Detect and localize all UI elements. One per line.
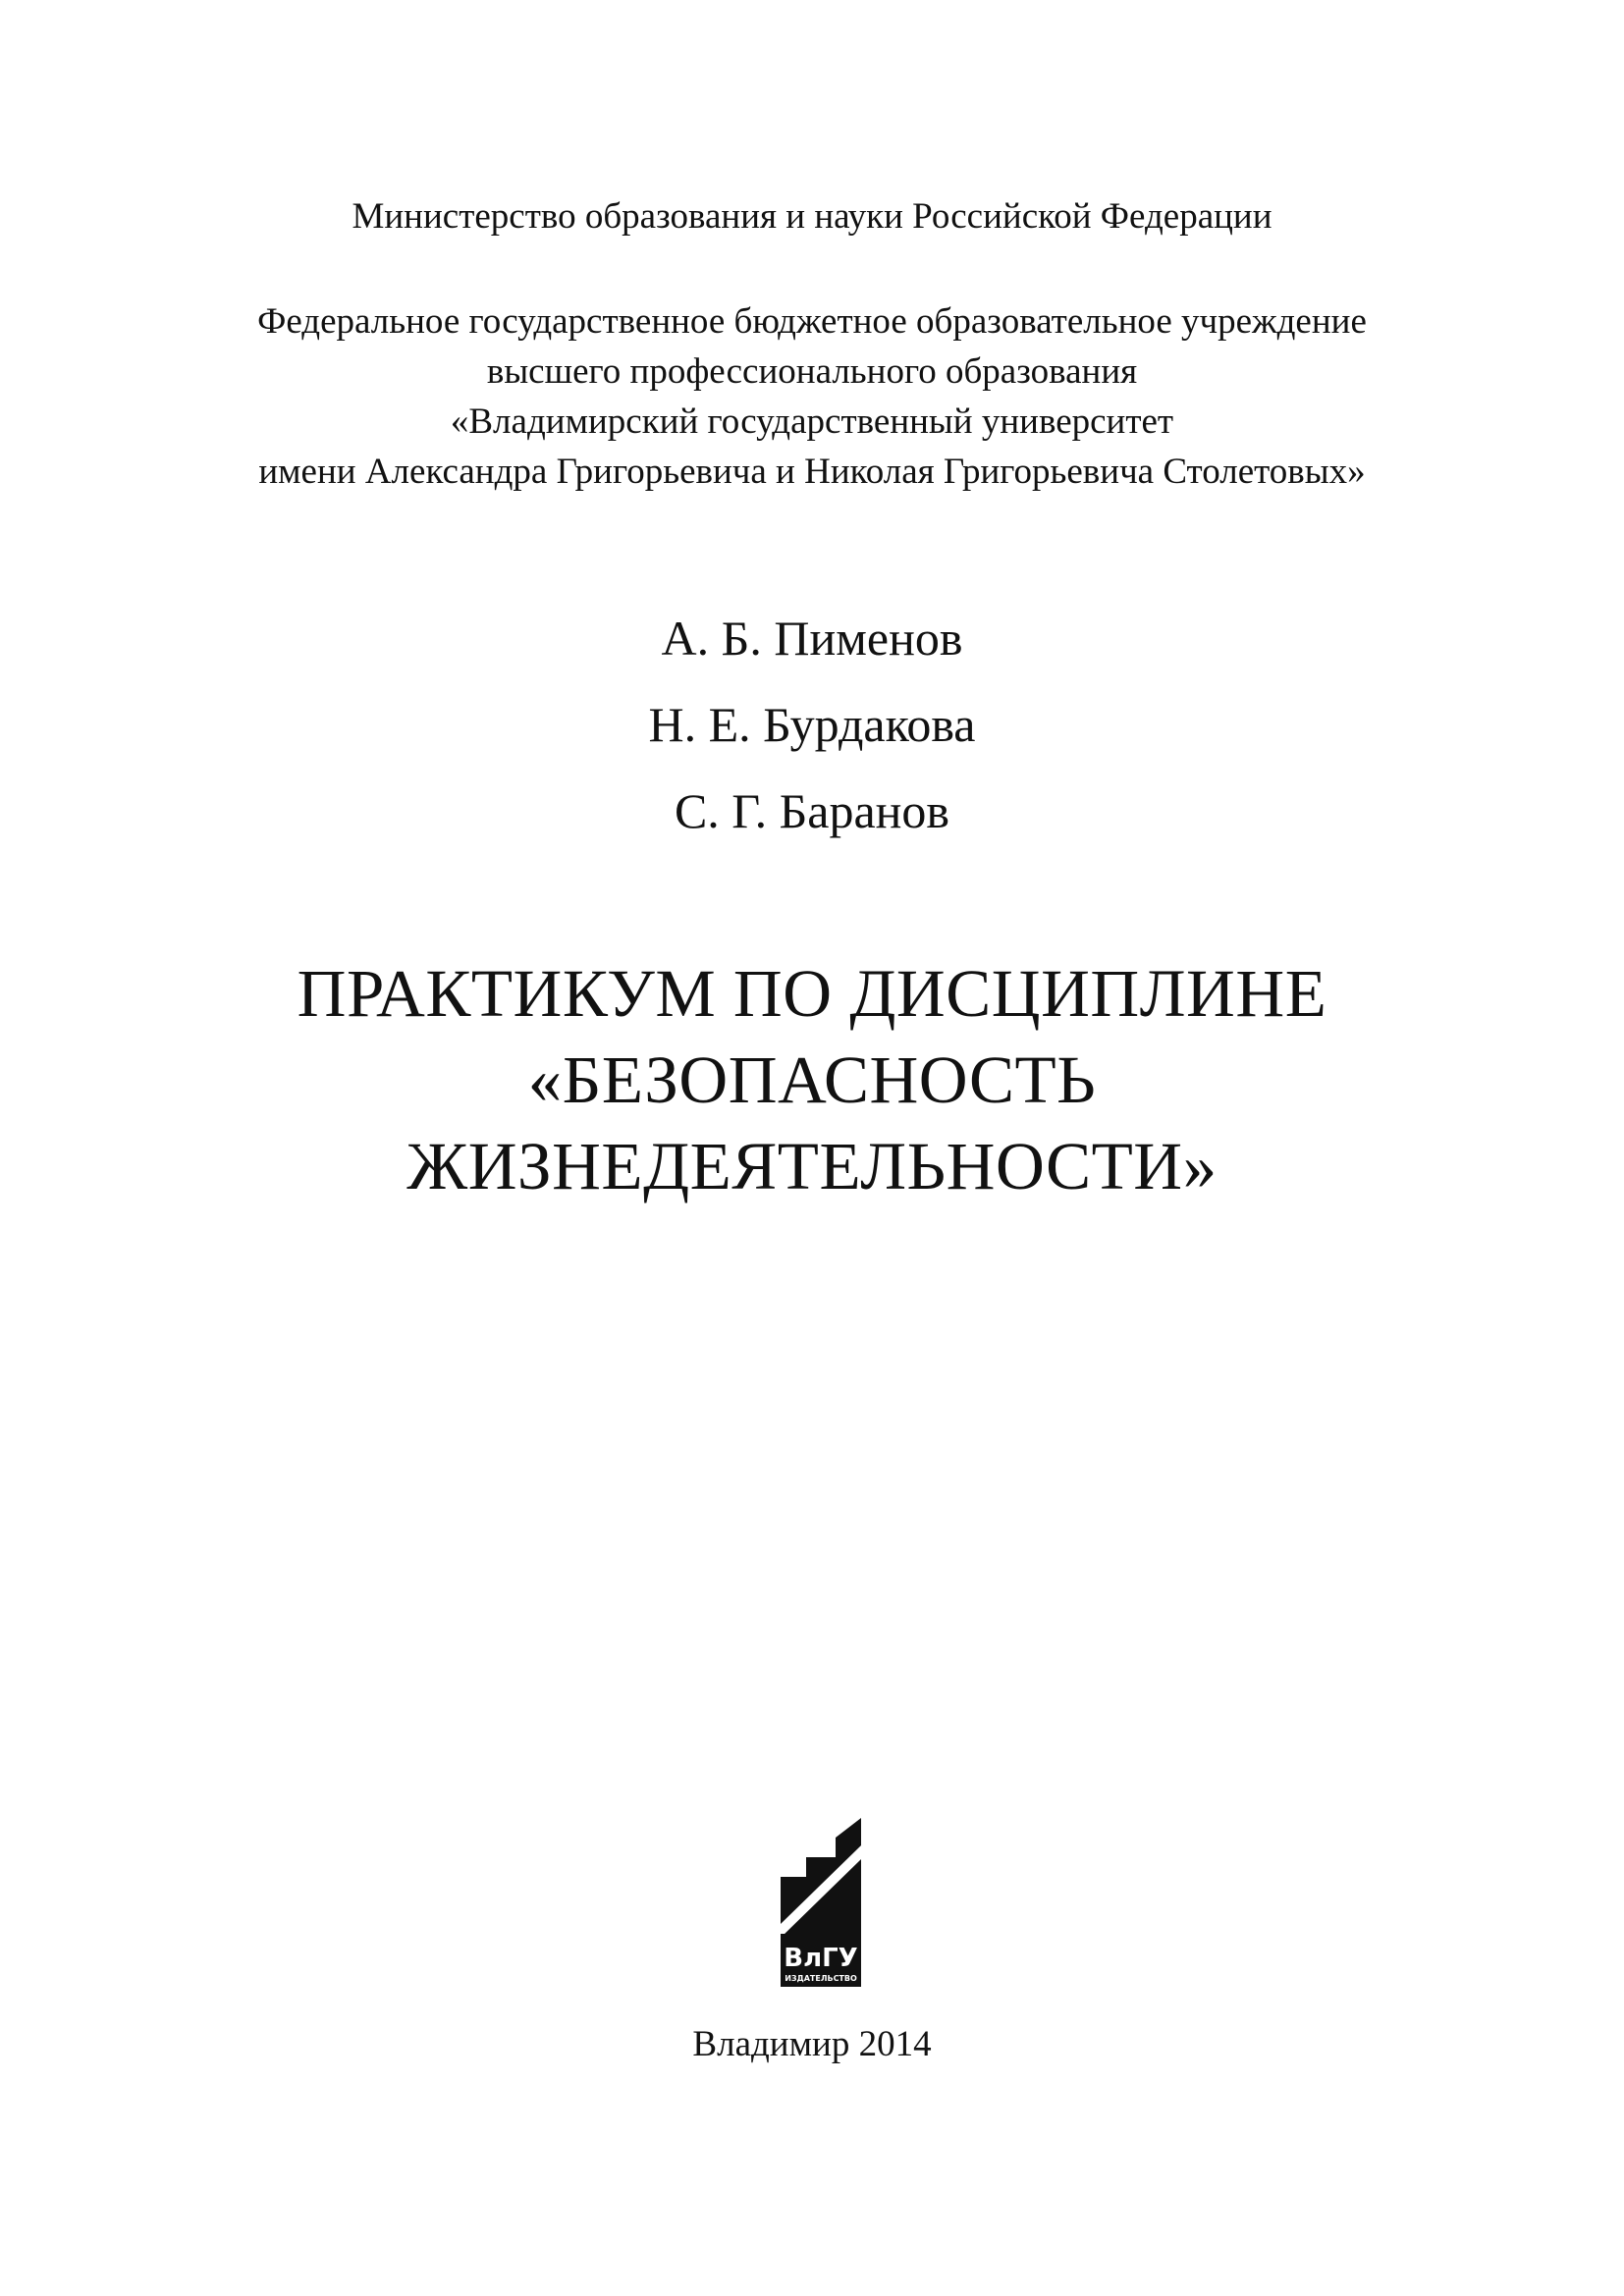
book-title-line: ПРАКТИКУМ ПО ДИСЦИПЛИНЕ: [297, 956, 1327, 1031]
institution-line: Федеральное государственное бюджетное образовательное учреждение: [257, 301, 1367, 342]
svg-text:ВлГУ: ВлГУ: [784, 1944, 858, 1973]
authors-block: [0, 595, 1624, 854]
author-name: С. Г. Баранов: [674, 783, 950, 838]
city-and-year: Владимир 2014: [692, 2024, 932, 2064]
ministry-name: Министерство образования и науки Российской Федерации: [352, 196, 1272, 237]
institution-line: имени Александра Григорьевича и Николая Григорьевича Столетовых»: [258, 452, 1366, 492]
book-title-line: «БЕЗОПАСНОСТЬ: [527, 1042, 1097, 1117]
institution-line: высшего профессионального образования: [486, 351, 1138, 392]
svg-text:ИЗДАТЕЛЬСТВО: ИЗДАТЕЛЬСТВО: [785, 1974, 857, 1983]
vlgu-publisher-logo-icon: [777, 1816, 865, 1993]
author-name: А. Б. Пименов: [661, 611, 963, 666]
book-title: [0, 950, 1624, 1209]
institution-line: «Владимирский государственный университет: [450, 401, 1174, 442]
author-name: Н. Е. Бурдакова: [648, 697, 976, 752]
book-title-line: ЖИЗНЕДЕЯТЕЛЬНОСТИ»: [406, 1129, 1218, 1203]
institution-block: [0, 296, 1624, 497]
